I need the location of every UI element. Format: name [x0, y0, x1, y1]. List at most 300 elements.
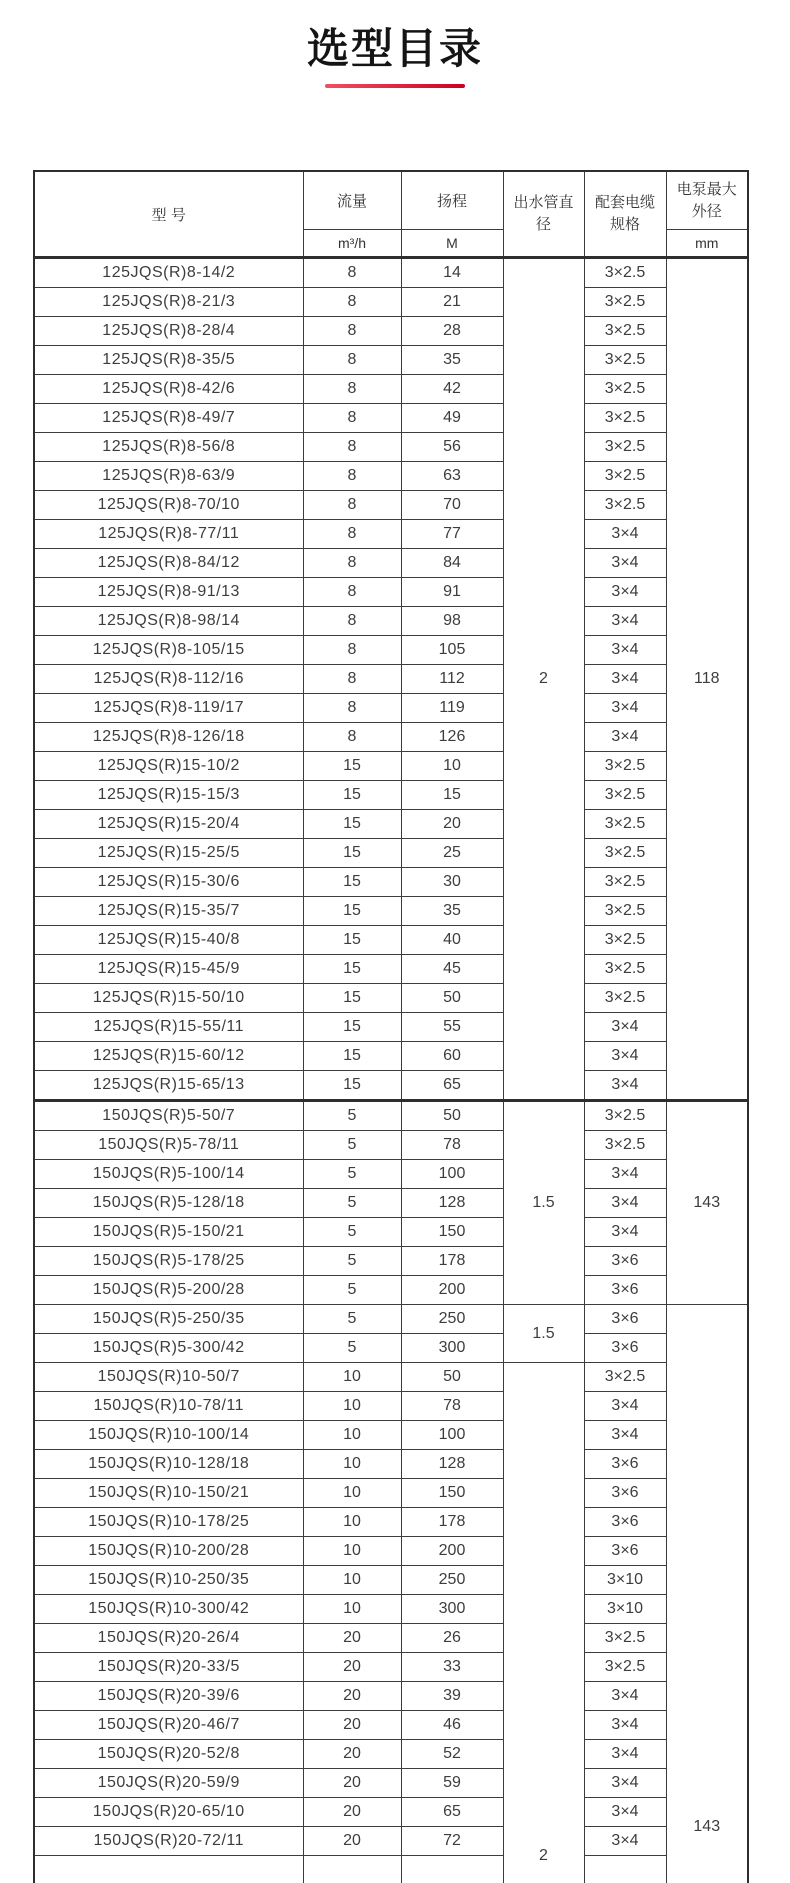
head-cell: 150: [401, 1479, 503, 1508]
head-cell: 178: [401, 1247, 503, 1276]
head-cell: 300: [401, 1595, 503, 1624]
model-cell: 125JQS(R)15-65/13: [34, 1071, 303, 1101]
flow-cell: 8: [303, 723, 401, 752]
cable-spec-cell: 3×4: [584, 1071, 666, 1101]
table-row: [34, 897, 748, 926]
head-cell: 33: [401, 1653, 503, 1682]
model-cell: 125JQS(R)8-119/17: [34, 694, 303, 723]
model-cell: 125JQS(R)8-35/5: [34, 346, 303, 375]
cable-spec-cell: 3×4: [584, 1042, 666, 1071]
head-cell: 150: [401, 1218, 503, 1247]
table-row: [34, 1711, 748, 1740]
cable-spec-cell: 3×4: [584, 1769, 666, 1798]
cable-spec-cell: 3×6: [584, 1247, 666, 1276]
table-row: [34, 520, 748, 549]
flow-cell: 20: [303, 1711, 401, 1740]
model-cell: 150JQS(R)5-300/42: [34, 1334, 303, 1363]
table-row: [34, 839, 748, 868]
head-cell: 98: [401, 607, 503, 636]
table-row: [34, 1160, 748, 1189]
header-outlet-diameter: [503, 171, 584, 258]
cable-spec-cell: 3×4: [584, 1711, 666, 1740]
head-cell: 178: [401, 1508, 503, 1537]
table-row: [34, 868, 748, 897]
table-row: [34, 781, 748, 810]
head-cell: 119: [401, 694, 503, 723]
model-cell: 150JQS(R)10-128/18: [34, 1450, 303, 1479]
flow-cell: 15: [303, 752, 401, 781]
head-cell: 250: [401, 1566, 503, 1595]
model-cell: 125JQS(R)8-105/15: [34, 636, 303, 665]
flow-cell: 10: [303, 1537, 401, 1566]
cable-spec-cell: 3×2.5: [584, 810, 666, 839]
head-cell: 70: [401, 491, 503, 520]
head-cell: 65: [401, 1798, 503, 1827]
flow-cell: 8: [303, 462, 401, 491]
flow-cell: 20: [303, 1653, 401, 1682]
table-row: [34, 1276, 748, 1305]
model-cell: 125JQS(R)8-42/6: [34, 375, 303, 404]
model-cell: 125JQS(R)15-10/2: [34, 752, 303, 781]
cable-spec-cell: 3×4: [584, 549, 666, 578]
cable-spec-cell: 3×2.5: [584, 926, 666, 955]
head-cell: 49: [401, 404, 503, 433]
cable-spec-cell: 3×4: [584, 1421, 666, 1450]
header-maxdia-unit: mm: [666, 230, 748, 258]
cable-spec-cell: 3×2.5: [584, 955, 666, 984]
table-row: [34, 607, 748, 636]
cable-spec-cell: 3×6: [584, 1450, 666, 1479]
flow-cell: 10: [303, 1421, 401, 1450]
cable-spec-cell: [584, 1856, 666, 1883]
head-cell: 200: [401, 1537, 503, 1566]
model-cell: 125JQS(R)8-91/13: [34, 578, 303, 607]
head-cell: 200: [401, 1276, 503, 1305]
model-cell: 150JQS(R)10-250/35: [34, 1566, 303, 1595]
header-head: [401, 171, 503, 230]
model-cell: 125JQS(R)8-126/18: [34, 723, 303, 752]
model-cell: 125JQS(R)15-45/9: [34, 955, 303, 984]
model-cell: 150JQS(R)10-200/28: [34, 1537, 303, 1566]
table-row: [34, 752, 748, 781]
header-row-1: [34, 171, 748, 230]
table-row: [34, 1508, 748, 1537]
model-cell: 125JQS(R)8-56/8: [34, 433, 303, 462]
model-cell: 150JQS(R)5-200/28: [34, 1276, 303, 1305]
cable-spec-cell: 3×6: [584, 1305, 666, 1334]
head-cell: 250: [401, 1305, 503, 1334]
max-diameter-cell: 143: [666, 1101, 748, 1305]
model-cell: 150JQS(R)5-250/35: [34, 1305, 303, 1334]
cable-spec-cell: 3×4: [584, 1798, 666, 1827]
table-row: [34, 1218, 748, 1247]
head-cell: 45: [401, 955, 503, 984]
header-flow-unit: m³/h: [303, 230, 401, 258]
flow-cell: 20: [303, 1769, 401, 1798]
head-cell: 39: [401, 1682, 503, 1711]
flow-cell: 8: [303, 375, 401, 404]
flow-cell: 15: [303, 868, 401, 897]
flow-cell: 10: [303, 1450, 401, 1479]
head-cell: 72: [401, 1827, 503, 1856]
flow-cell: 10: [303, 1566, 401, 1595]
flow-cell: 10: [303, 1595, 401, 1624]
cable-spec-cell: 3×4: [584, 1827, 666, 1856]
cable-spec-cell: 3×4: [584, 1218, 666, 1247]
head-cell: 105: [401, 636, 503, 665]
flow-cell: 5: [303, 1189, 401, 1218]
head-cell: 35: [401, 897, 503, 926]
cable-spec-cell: 3×6: [584, 1276, 666, 1305]
flow-cell: 15: [303, 781, 401, 810]
table-row: [34, 1479, 748, 1508]
table-row: [34, 665, 748, 694]
flow-cell: 8: [303, 665, 401, 694]
table-row: [34, 1566, 748, 1595]
table-row: [34, 1305, 748, 1334]
model-cell: 150JQS(R)20-52/8: [34, 1740, 303, 1769]
table-header: [34, 171, 748, 258]
head-cell: 65: [401, 1071, 503, 1101]
cable-spec-cell: 3×2.5: [584, 317, 666, 346]
flow-cell: 15: [303, 955, 401, 984]
outlet-diameter-cell: 1.5: [503, 1305, 584, 1363]
flow-cell: 8: [303, 288, 401, 317]
table-row: [34, 1392, 748, 1421]
cable-spec-cell: 3×2.5: [584, 1131, 666, 1160]
table-row: [34, 1653, 748, 1682]
model-cell: 125JQS(R)8-112/16: [34, 665, 303, 694]
model-cell: 150JQS(R)5-78/11: [34, 1131, 303, 1160]
flow-cell: 8: [303, 520, 401, 549]
head-cell: 50: [401, 984, 503, 1013]
table-row: [34, 1537, 748, 1566]
cable-spec-cell: 3×2.5: [584, 1101, 666, 1131]
model-cell: 150JQS(R)10-100/14: [34, 1421, 303, 1450]
table-row: [34, 491, 748, 520]
header-model-label: 型 号: [151, 206, 186, 224]
table-row: [34, 1856, 748, 1883]
table-row: [34, 1450, 748, 1479]
flow-cell: 5: [303, 1160, 401, 1189]
title-underline: [325, 84, 465, 88]
model-cell: 150JQS(R)5-128/18: [34, 1189, 303, 1218]
cable-spec-cell: 3×2.5: [584, 839, 666, 868]
flow-cell: 5: [303, 1334, 401, 1363]
model-cell: 150JQS(R)10-150/21: [34, 1479, 303, 1508]
header-head-label: 扬程: [436, 193, 467, 210]
table-row: [34, 462, 748, 491]
cable-spec-cell: 3×2.5: [584, 404, 666, 433]
header-head-unit: M: [401, 230, 503, 258]
flow-cell: 5: [303, 1247, 401, 1276]
cable-spec-cell: 3×4: [584, 1682, 666, 1711]
head-cell: 77: [401, 520, 503, 549]
model-cell: 125JQS(R)15-25/5: [34, 839, 303, 868]
table-row: [34, 1189, 748, 1218]
model-cell: 125JQS(R)8-21/3: [34, 288, 303, 317]
model-cell: 125JQS(R)8-49/7: [34, 404, 303, 433]
table-row: [34, 955, 748, 984]
cable-spec-cell: 3×2.5: [584, 897, 666, 926]
table-row: [34, 1131, 748, 1160]
model-cell: 125JQS(R)15-50/10: [34, 984, 303, 1013]
model-cell: 125JQS(R)15-20/4: [34, 810, 303, 839]
flow-cell: 8: [303, 636, 401, 665]
head-cell: 56: [401, 433, 503, 462]
model-cell: 150JQS(R)20-33/5: [34, 1653, 303, 1682]
flow-cell: 8: [303, 549, 401, 578]
head-cell: 55: [401, 1013, 503, 1042]
model-cell: 125JQS(R)15-30/6: [34, 868, 303, 897]
model-cell: 150JQS(R)5-178/25: [34, 1247, 303, 1276]
flow-cell: 20: [303, 1624, 401, 1653]
header-flow-label: 流量: [336, 193, 367, 210]
table-row: [34, 1624, 748, 1653]
table-row: [34, 810, 748, 839]
cable-spec-cell: 3×2.5: [584, 346, 666, 375]
cable-spec-cell: 3×6: [584, 1537, 666, 1566]
table-row: [34, 694, 748, 723]
model-cell: 125JQS(R)15-60/12: [34, 1042, 303, 1071]
flow-cell: 8: [303, 258, 401, 288]
cable-spec-cell: 3×2.5: [584, 1653, 666, 1682]
cable-spec-cell: 3×2.5: [584, 433, 666, 462]
cable-spec-cell: 3×2.5: [584, 752, 666, 781]
head-cell: 20: [401, 810, 503, 839]
model-cell: 150JQS(R)20-59/9: [34, 1769, 303, 1798]
table-row: [34, 1013, 748, 1042]
head-cell: 21: [401, 288, 503, 317]
header-cable-spec: [584, 171, 666, 258]
flow-cell: 5: [303, 1276, 401, 1305]
flow-cell: 15: [303, 926, 401, 955]
cable-spec-cell: 3×2.5: [584, 288, 666, 317]
model-cell: 125JQS(R)8-63/9: [34, 462, 303, 491]
head-cell: 28: [401, 317, 503, 346]
model-cell: 150JQS(R)20-72/11: [34, 1827, 303, 1856]
flow-cell: 5: [303, 1305, 401, 1334]
head-cell: 112: [401, 665, 503, 694]
model-cell: 150JQS(R)20-65/10: [34, 1798, 303, 1827]
head-cell: 78: [401, 1131, 503, 1160]
table-row: [34, 578, 748, 607]
flow-cell: 8: [303, 346, 401, 375]
cable-spec-cell: 3×10: [584, 1566, 666, 1595]
cable-spec-cell: 3×6: [584, 1334, 666, 1363]
flow-cell: 8: [303, 607, 401, 636]
head-cell: 63: [401, 462, 503, 491]
cable-spec-cell: 3×6: [584, 1508, 666, 1537]
cable-spec-cell: 3×2.5: [584, 984, 666, 1013]
model-cell: 150JQS(R)20-39/6: [34, 1682, 303, 1711]
model-cell: 125JQS(R)8-28/4: [34, 317, 303, 346]
cable-spec-cell: 3×4: [584, 636, 666, 665]
cable-spec-cell: 3×2.5: [584, 781, 666, 810]
flow-cell: 8: [303, 578, 401, 607]
model-cell: 150JQS(R)5-100/14: [34, 1160, 303, 1189]
flow-cell: 15: [303, 1013, 401, 1042]
table-row: [34, 926, 748, 955]
head-cell: 46: [401, 1711, 503, 1740]
table-row: [34, 346, 748, 375]
cable-spec-cell: 3×2.5: [584, 258, 666, 288]
head-cell: 100: [401, 1421, 503, 1450]
table-row: [34, 723, 748, 752]
table-row: [34, 549, 748, 578]
model-cell: 150JQS(R)20-26/4: [34, 1624, 303, 1653]
model-cell: 125JQS(R)8-70/10: [34, 491, 303, 520]
flow-cell: 8: [303, 491, 401, 520]
cable-spec-cell: 3×10: [584, 1595, 666, 1624]
head-cell: 10: [401, 752, 503, 781]
table-row: [34, 1740, 748, 1769]
model-cell: [34, 1856, 303, 1883]
cable-spec-cell: 3×2.5: [584, 375, 666, 404]
flow-cell: 20: [303, 1827, 401, 1856]
head-cell: 78: [401, 1392, 503, 1421]
cable-spec-cell: 3×2.5: [584, 462, 666, 491]
table-row: [34, 404, 748, 433]
table-row: [34, 1071, 748, 1101]
table-row: [34, 375, 748, 404]
header-maxdia-label: 电泵最大外径: [676, 180, 737, 220]
head-cell: [401, 1856, 503, 1883]
flow-cell: 15: [303, 897, 401, 926]
model-cell: 125JQS(R)8-84/12: [34, 549, 303, 578]
flow-cell: 20: [303, 1740, 401, 1769]
cable-spec-cell: 3×4: [584, 1392, 666, 1421]
table-row: [34, 258, 748, 288]
cable-spec-cell: 3×4: [584, 520, 666, 549]
max-diameter-cell: 143: [666, 1305, 748, 1883]
head-cell: 26: [401, 1624, 503, 1653]
flow-cell: 15: [303, 810, 401, 839]
cable-spec-cell: 3×4: [584, 1013, 666, 1042]
model-cell: 125JQS(R)15-35/7: [34, 897, 303, 926]
table-row: [34, 1421, 748, 1450]
table-row: [34, 1595, 748, 1624]
model-cell: 125JQS(R)8-77/11: [34, 520, 303, 549]
model-cell: 125JQS(R)15-15/3: [34, 781, 303, 810]
cable-spec-cell: 3×2.5: [584, 1624, 666, 1653]
flow-cell: 10: [303, 1479, 401, 1508]
flow-cell: [303, 1856, 401, 1883]
head-cell: 128: [401, 1450, 503, 1479]
table-row: [34, 1827, 748, 1856]
table-row: [34, 288, 748, 317]
header-max-diameter: [666, 171, 748, 230]
table-row: [34, 1682, 748, 1711]
head-cell: 42: [401, 375, 503, 404]
table-row: [34, 1042, 748, 1071]
cable-spec-cell: 3×2.5: [584, 491, 666, 520]
max-diameter-cell: 118: [666, 258, 748, 1101]
head-cell: 59: [401, 1769, 503, 1798]
model-cell: 150JQS(R)10-50/7: [34, 1363, 303, 1392]
head-cell: 30: [401, 868, 503, 897]
head-cell: 35: [401, 346, 503, 375]
model-cell: 125JQS(R)8-98/14: [34, 607, 303, 636]
model-cell: 125JQS(R)8-14/2: [34, 258, 303, 288]
table-row: [34, 1247, 748, 1276]
head-cell: 50: [401, 1363, 503, 1392]
flow-cell: 20: [303, 1682, 401, 1711]
head-cell: 128: [401, 1189, 503, 1218]
outlet-diameter-cell: 1.5: [503, 1101, 584, 1305]
cable-spec-cell: 3×4: [584, 607, 666, 636]
head-cell: 126: [401, 723, 503, 752]
model-cell: 150JQS(R)5-150/21: [34, 1218, 303, 1247]
table-row: [34, 317, 748, 346]
flow-cell: 8: [303, 694, 401, 723]
flow-cell: 10: [303, 1508, 401, 1537]
outlet-diameter-cell: 2: [503, 1363, 584, 1883]
flow-cell: 5: [303, 1131, 401, 1160]
model-cell: 150JQS(R)20-46/7: [34, 1711, 303, 1740]
flow-cell: 5: [303, 1101, 401, 1131]
table-body: [34, 258, 748, 1883]
cable-spec-cell: 3×4: [584, 665, 666, 694]
head-cell: 15: [401, 781, 503, 810]
flow-cell: 10: [303, 1363, 401, 1392]
cable-spec-cell: 3×4: [584, 694, 666, 723]
head-cell: 300: [401, 1334, 503, 1363]
flow-cell: 15: [303, 984, 401, 1013]
cable-spec-cell: 3×4: [584, 1189, 666, 1218]
head-cell: 25: [401, 839, 503, 868]
head-cell: 91: [401, 578, 503, 607]
model-cell: 125JQS(R)15-55/11: [34, 1013, 303, 1042]
flow-cell: 15: [303, 839, 401, 868]
cable-spec-cell: 3×4: [584, 1160, 666, 1189]
header-model: [34, 171, 303, 258]
header-flow: [303, 171, 401, 230]
flow-cell: 8: [303, 404, 401, 433]
table-row: [34, 984, 748, 1013]
flow-cell: 8: [303, 317, 401, 346]
header-cable-label: 配套电缆规格: [594, 194, 655, 233]
head-cell: 84: [401, 549, 503, 578]
table-row: [34, 433, 748, 462]
flow-cell: 15: [303, 1042, 401, 1071]
head-cell: 40: [401, 926, 503, 955]
flow-cell: 5: [303, 1218, 401, 1247]
head-cell: 100: [401, 1160, 503, 1189]
page-title: 选型目录: [306, 25, 483, 72]
cable-spec-cell: 3×6: [584, 1479, 666, 1508]
flow-cell: 20: [303, 1798, 401, 1827]
head-cell: 60: [401, 1042, 503, 1071]
table-row: [34, 636, 748, 665]
flow-cell: 8: [303, 433, 401, 462]
cable-spec-cell: 3×2.5: [584, 1363, 666, 1392]
head-cell: 50: [401, 1101, 503, 1131]
cable-spec-cell: 3×2.5: [584, 868, 666, 897]
header-outlet-label: 出水管直径: [513, 194, 574, 233]
table-row: [34, 1101, 748, 1131]
table-row: [34, 1363, 748, 1392]
flow-cell: 10: [303, 1392, 401, 1421]
model-cell: 150JQS(R)10-300/42: [34, 1595, 303, 1624]
selection-table: [33, 170, 749, 1883]
table-row: [34, 1769, 748, 1798]
model-cell: 125JQS(R)15-40/8: [34, 926, 303, 955]
model-cell: 150JQS(R)5-50/7: [34, 1101, 303, 1131]
head-cell: 14: [401, 258, 503, 288]
table-row: [34, 1798, 748, 1827]
head-cell: 52: [401, 1740, 503, 1769]
